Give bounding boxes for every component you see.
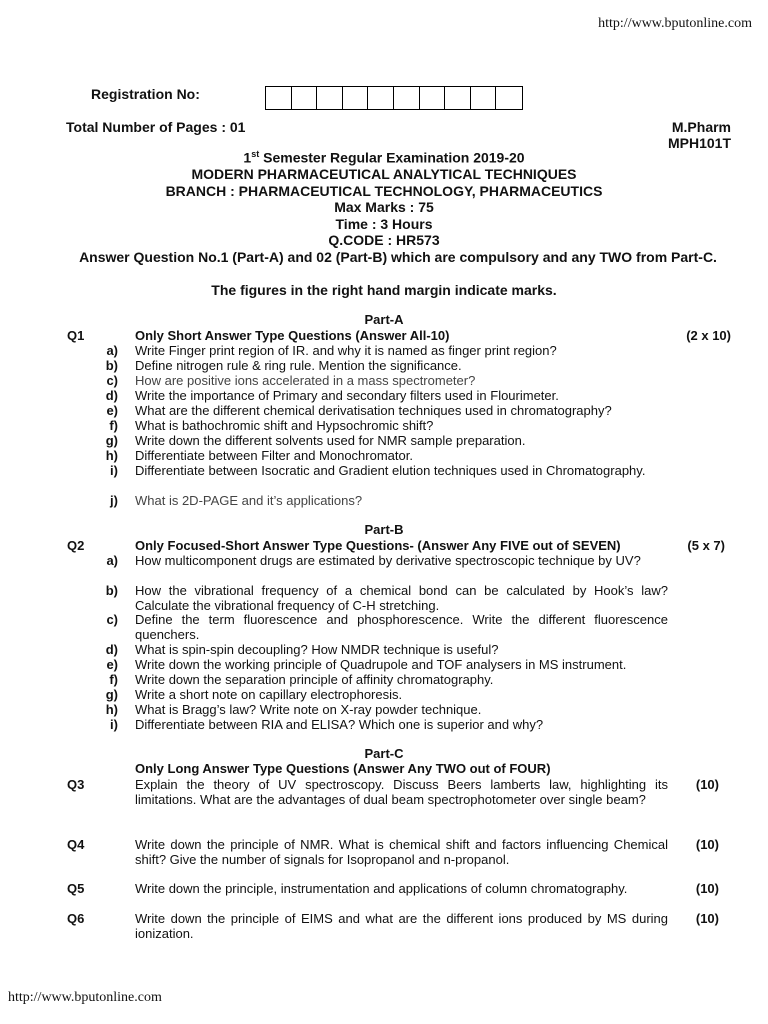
list-item: Write a short note on capillary electrophoresis. — [135, 687, 403, 702]
item-label: a) — [106, 553, 118, 568]
part-c-title: Part-C — [364, 746, 404, 761]
list-item: Define nitrogen rule & ring rule. Mention the significance. — [135, 358, 462, 373]
item-label: j) — [110, 493, 118, 508]
list-item: Write down the different solvents used for NMR sample preparation. — [135, 433, 526, 448]
item-label: g) — [105, 433, 118, 448]
subject-title: MODERN PHARMACEUTICAL ANALYTICAL TECHNIQUES — [191, 166, 577, 182]
item-label: b) — [105, 358, 118, 373]
list-item: What is 2D-PAGE and it’s applications? — [135, 493, 363, 508]
registration-number-boxes[interactable] — [265, 86, 523, 110]
list-item: Define the term fluorescence and phosphorescence. Write the different fluorescence quenchers. — [135, 612, 668, 642]
reg-box[interactable] — [343, 87, 369, 109]
item-label: b) — [105, 583, 118, 598]
q6-number: Q6 — [67, 911, 85, 926]
q3-marks: (10) — [695, 777, 719, 792]
reg-box[interactable] — [420, 87, 446, 109]
q6-marks: (10) — [695, 911, 719, 926]
q2-heading: Only Focused-Short Answer Type Questions- (Answer Any FIVE out of SEVEN) — [135, 538, 621, 553]
part-a-title: Part-A — [364, 312, 404, 327]
item-label: d) — [105, 388, 118, 403]
list-item: Differentiate between Isocratic and Gradient elution techniques used in Chromatography. — [135, 463, 646, 478]
part-c-heading: Only Long Answer Type Questions (Answer Any TWO out of FOUR) — [135, 761, 551, 776]
program-name: M.Pharm — [671, 119, 731, 135]
q2-number: Q2 — [67, 538, 85, 553]
q2-marks: (5 x 7) — [687, 538, 725, 553]
exam-title-rest: Semester Regular Examination 2019-20 — [259, 149, 525, 166]
item-label: c) — [106, 612, 118, 627]
part-b-title: Part-B — [364, 522, 404, 537]
reg-box[interactable] — [445, 87, 471, 109]
reg-box[interactable] — [368, 87, 394, 109]
reg-box[interactable] — [471, 87, 497, 109]
list-item: How the vibrational frequency of a chemical bond can be calculated by Hook’s law? Calculate the vibrational frequency of C-H stretching. — [135, 583, 668, 613]
reg-box[interactable] — [317, 87, 343, 109]
item-label: g) — [105, 687, 118, 702]
q1-marks: (2 x 10) — [686, 328, 731, 343]
list-item: What is Bragg’s law? Write note on X-ray powder technique. — [135, 702, 482, 717]
exam-time: Time : 3 Hours — [335, 216, 433, 232]
exam-title — [0, 149, 768, 166]
instruction-compulsory: Answer Question No.1 (Part-A) and 02 (Part-B) which are compulsory and any TWO from Part-C. — [79, 249, 717, 265]
list-item: What is spin-spin decoupling? How NMDR technique is useful? — [135, 642, 499, 657]
list-item: How multicomponent drugs are estimated by derivative spectroscopic technique by UV? — [135, 553, 641, 568]
question-code: Q.CODE : HR573 — [328, 232, 440, 248]
item-label: c) — [106, 373, 118, 388]
q5-marks: (10) — [695, 881, 719, 896]
q4-number: Q4 — [67, 837, 85, 852]
list-item: Differentiate between RIA and ELISA? Which one is superior and why? — [135, 717, 544, 732]
list-item: How are positive ions accelerated in a mass spectrometer? — [135, 373, 476, 388]
q4-text: Write down the principle of NMR. What is chemical shift and factors influencing Chemical shift? Give the number of signals for Isopropanol and n-propanol. — [135, 837, 668, 867]
list-item: Write the importance of Primary and secondary filters used in Flourimeter. — [135, 388, 559, 403]
registration-label: Registration No: — [91, 86, 200, 102]
reg-box[interactable] — [266, 87, 292, 109]
max-marks: Max Marks : 75 — [334, 199, 434, 215]
list-item: Differentiate between Filter and Monochromator. — [135, 448, 413, 463]
reg-box[interactable] — [292, 87, 318, 109]
exam-title-sup: st — [251, 149, 260, 159]
footer-url[interactable]: http://www.bputonline.com — [8, 990, 162, 1005]
total-pages: Total Number of Pages : 01 — [66, 119, 246, 135]
q1-heading: Only Short Answer Type Questions (Answer All-10) — [135, 328, 450, 343]
item-label: e) — [106, 403, 118, 418]
branch-title: BRANCH : PHARMACEUTICAL TECHNOLOGY, PHARMACEUTICS — [165, 183, 603, 199]
list-item: Write Finger print region of IR. and why it is named as finger print region? — [135, 343, 557, 358]
q3-text: Explain the theory of UV spectroscopy. Discuss Beers lamberts law, highlighting its limitations. What are the advantages of dual beam spectrophotometer over single beam? — [135, 777, 668, 807]
item-label: i) — [110, 717, 118, 732]
item-label: h) — [105, 448, 118, 463]
list-item: Write down the working principle of Quadrupole and TOF analysers in MS instrument. — [135, 657, 627, 672]
item-label: e) — [106, 657, 118, 672]
list-item: What are the different chemical derivatisation techniques used in chromatography? — [135, 403, 612, 418]
item-label: d) — [105, 642, 118, 657]
q3-number: Q3 — [67, 777, 85, 792]
q4-marks: (10) — [695, 837, 719, 852]
item-label: a) — [106, 343, 118, 358]
reg-box[interactable] — [394, 87, 420, 109]
item-label: f) — [109, 418, 118, 433]
list-item: What is bathochromic shift and Hypsochromic shift? — [135, 418, 434, 433]
header-url[interactable]: http://www.bputonline.com — [598, 16, 752, 31]
item-label: h) — [105, 702, 118, 717]
course-code: MPH101T — [667, 135, 731, 151]
instruction-marks: The figures in the right hand margin indicate marks. — [211, 282, 557, 298]
exam-title-num: 1 — [243, 149, 252, 166]
item-label: i) — [110, 463, 118, 478]
list-item: Write down the separation principle of affinity chromatography. — [135, 672, 494, 687]
q6-text: Write down the principle of EIMS and what are the different ions produced by MS during ionization. — [135, 911, 668, 941]
reg-box[interactable] — [496, 87, 522, 109]
item-label: f) — [109, 672, 118, 687]
q5-number: Q5 — [67, 881, 85, 896]
q5-text: Write down the principle, instrumentation and applications of column chromatography. — [135, 881, 628, 896]
q1-number: Q1 — [67, 328, 85, 343]
